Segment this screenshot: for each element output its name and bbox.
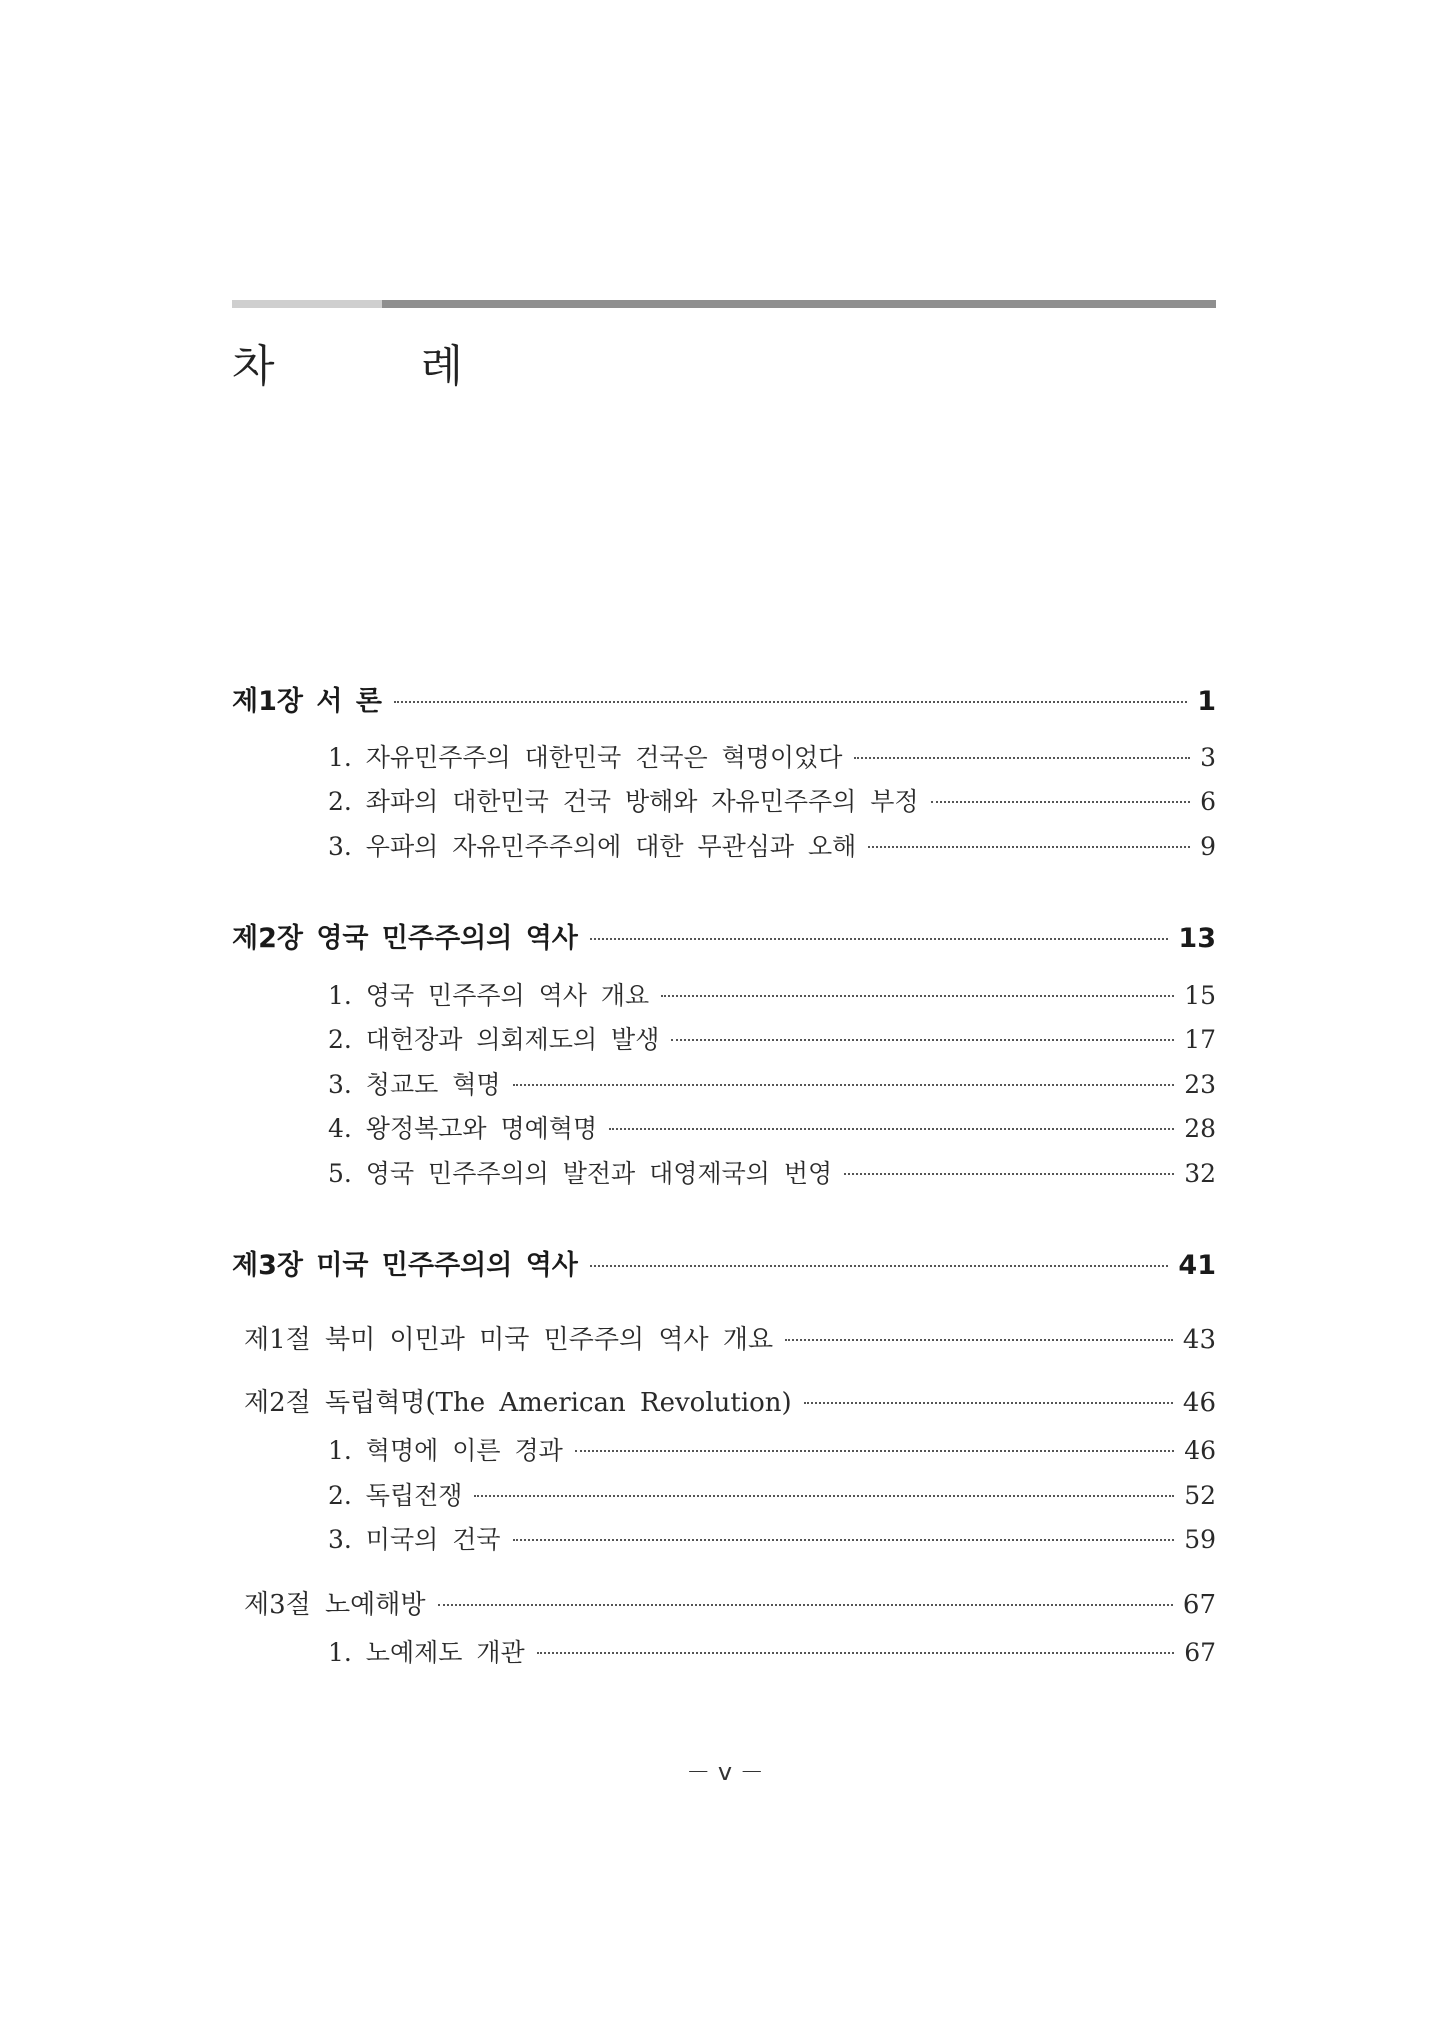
toc-entry-page: 41: [1178, 1250, 1216, 1281]
toc-entry-label: 제3장 미국 민주주의의 역사: [232, 1250, 578, 1281]
toc-section-2-1[interactable]: [328, 976, 1216, 1012]
page-number: － v －: [686, 1758, 764, 1786]
dot-leader: [590, 938, 1169, 940]
dot-leader: [804, 1402, 1173, 1404]
toc-entry-label: 1. 자유민주주의 대한민국 건국은 혁명이었다: [328, 743, 843, 772]
toc-entry-label: 제1절 북미 이민과 미국 민주주의 역사 개요: [244, 1325, 774, 1355]
toc-entry-page: 28: [1184, 1114, 1216, 1143]
dot-leader: [931, 801, 1191, 803]
toc-entry-page: 32: [1184, 1159, 1216, 1188]
toc-entry-page: 52: [1184, 1481, 1216, 1510]
toc-entry-page: 1: [1197, 686, 1216, 717]
dot-leader: [609, 1128, 1174, 1130]
toc-entry-page: 67: [1182, 1590, 1216, 1620]
dot-leader: [785, 1339, 1173, 1341]
toc-entry-label: 2. 독립전쟁: [328, 1481, 463, 1510]
toc-chapter-2[interactable]: [232, 916, 1216, 955]
toc-section-3-2-3[interactable]: [328, 1520, 1216, 1556]
dot-leader: [575, 1450, 1174, 1452]
toc-entry-page: 13: [1178, 923, 1216, 954]
toc-entry-label: 제2장 영국 민주주의의 역사: [232, 923, 578, 954]
toc-entry-page: 17: [1184, 1025, 1216, 1054]
toc-section-2-5[interactable]: [328, 1154, 1216, 1190]
toc-entry-label: 3. 미국의 건국: [328, 1525, 501, 1554]
toc-entry-label: 5. 영국 민주주의의 발전과 대영제국의 번영: [328, 1159, 833, 1188]
dot-leader: [868, 846, 1190, 848]
toc-section-1-2[interactable]: [328, 782, 1216, 818]
dot-leader: [661, 995, 1174, 997]
toc-entry-page: 9: [1200, 832, 1216, 861]
toc-entry-page: 59: [1184, 1525, 1216, 1554]
toc-section-1-3[interactable]: [328, 827, 1216, 863]
toc-section-2-3[interactable]: [328, 1065, 1216, 1101]
toc-entry-label: 3. 우파의 자유민주주의에 대한 무관심과 오해: [328, 832, 857, 861]
toc-entry-page: 3: [1200, 743, 1216, 772]
toc-entry-label: 제2절 독립혁명(The American Revolution): [244, 1388, 792, 1418]
toc-chapter-1[interactable]: [232, 679, 1216, 718]
dot-leader: [438, 1604, 1173, 1606]
dot-leader: [474, 1495, 1174, 1497]
toc-section-1-1[interactable]: [328, 738, 1216, 774]
top-rule-accent: [232, 300, 382, 308]
dot-leader: [394, 701, 1187, 703]
toc-subchapter-3-2[interactable]: [244, 1382, 1216, 1419]
toc-subchapter-3-1[interactable]: [244, 1319, 1216, 1356]
toc-entry-label: 1. 영국 민주주의 역사 개요: [328, 981, 650, 1010]
toc-section-3-2-2[interactable]: [328, 1476, 1216, 1512]
dot-leader: [854, 757, 1190, 759]
toc-entry-page: 23: [1184, 1070, 1216, 1099]
toc-entry-page: 46: [1184, 1436, 1216, 1465]
toc-entry-label: 3. 청교도 혁명: [328, 1070, 501, 1099]
top-rule: [232, 300, 1216, 308]
toc-entry-label: 2. 좌파의 대한민국 건국 방해와 자유민주주의 부정: [328, 787, 919, 816]
toc-subchapter-3-3[interactable]: [244, 1584, 1216, 1621]
toc-entry-label: 제3절 노예해방: [244, 1590, 426, 1620]
toc-entry-label: 4. 왕정복고와 명예혁명: [328, 1114, 598, 1143]
toc-entry-label: 제1장 서 론: [232, 686, 382, 717]
toc-section-2-2[interactable]: [328, 1020, 1216, 1056]
toc-section-3-3-1[interactable]: [328, 1633, 1216, 1669]
page-title: 차 례: [232, 341, 529, 392]
dot-leader: [844, 1173, 1174, 1175]
dot-leader: [513, 1539, 1175, 1541]
toc-section-2-4[interactable]: [328, 1109, 1216, 1145]
toc-entry-label: 2. 대헌장과 의회제도의 발생: [328, 1025, 660, 1054]
toc-entry-page: 15: [1184, 981, 1216, 1010]
toc-entry-page: 67: [1184, 1638, 1216, 1667]
dot-leader: [513, 1084, 1175, 1086]
toc-entry-label: 1. 노예제도 개관: [328, 1638, 525, 1667]
toc-section-3-2-1[interactable]: [328, 1431, 1216, 1467]
dot-leader: [537, 1652, 1175, 1654]
dot-leader: [590, 1265, 1169, 1267]
toc-entry-page: 43: [1182, 1325, 1216, 1355]
toc-chapter-3[interactable]: [232, 1243, 1216, 1282]
toc-entry-page: 46: [1182, 1388, 1216, 1418]
toc-entry-page: 6: [1200, 787, 1216, 816]
dot-leader: [671, 1039, 1174, 1041]
toc-entry-label: 1. 혁명에 이른 경과: [328, 1436, 563, 1465]
